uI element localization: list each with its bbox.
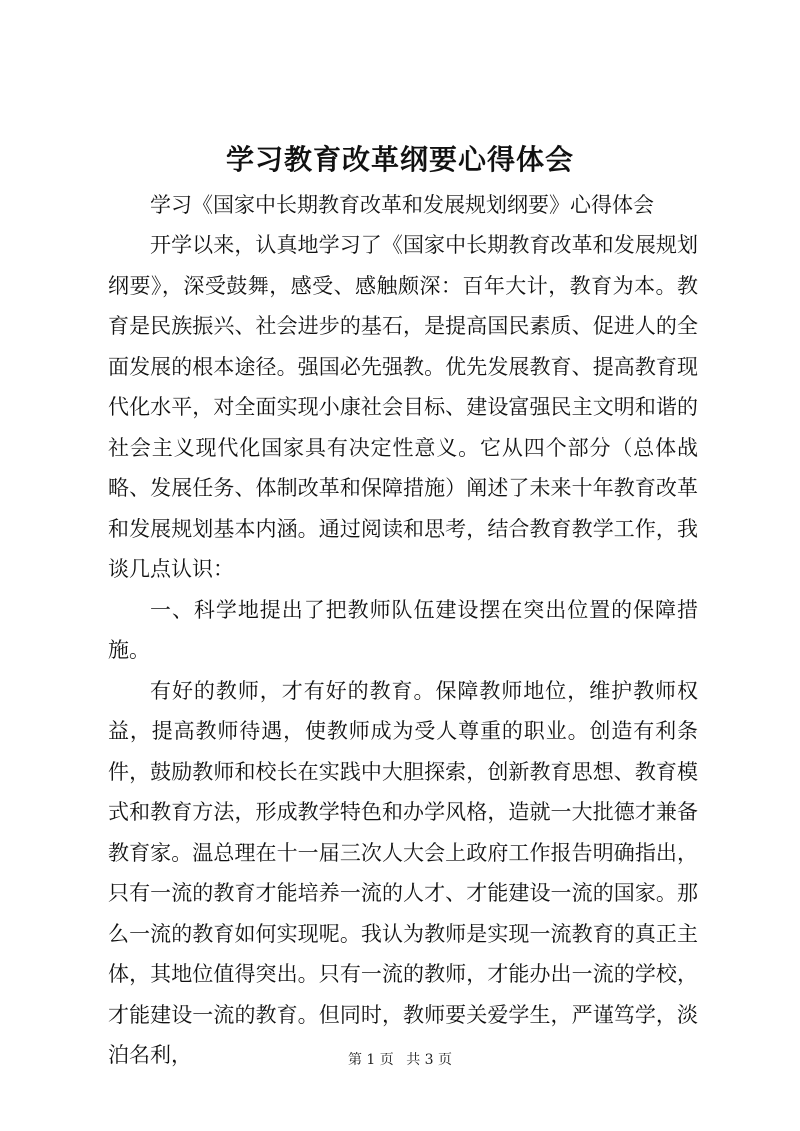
document-body [108, 185, 698, 1076]
paragraph-intro: 开学以来，认真地学习了《国家中长期教育改革和发展规划纲要》，深受鼓舞，感受、感触颇深：百年大计，教育为本。教育是民族振兴、社会进步的基石，是提高国民素质、促进人的全面发展的根本途径。强国必先强教。优先发展教育、提高教育现代化水平，对全面实现小康社会目标、建设富强民主文明和谐的社会主义现代化国家具有决定性意义。它从四个部分（总体战略、发展任务、体制改革和保障措施）阐述了未来十年教育改革和发展规划基本内涵。通过阅读和思考，结合教育教学工作，我谈几点认识： [108, 233, 698, 581]
paragraph-section-heading: 一、科学地提出了把教师队伍建设摆在突出位置的保障措施。 [108, 597, 698, 662]
document-title: 学习教育改革纲要心得体会 [225, 143, 574, 176]
page-footer [0, 1050, 800, 1070]
document-subtitle: 学习《国家中长期教育改革和发展规划纲要》心得体会 [150, 193, 654, 217]
page-total: 共 3 页 [406, 1052, 453, 1068]
page-number: 第 1 页 [347, 1052, 394, 1068]
paragraph-teachers: 有好的教师，才有好的教育。保障教师地位，维护教师权益，提高教师待遇，使教师成为受人尊重的职业。创造有利条件，鼓励教师和校长在实践中大胆探索，创新教育思想、教育模式和教育方法，形成教学特色和办学风格，造就一大批德才兼备教育家。温总理在十一届三次人大会上政府工作报告明确指出，只有一流的教育才能培养一流的人才、才能建设一流的国家。那么一流的教育如何实现呢。我认为教师是实现一流教育的真正主体，其地位值得突出。只有一流的教师，才能办出一流的学校，才能建设一流的教育。但同时，教师要关爱学生，严谨笃学，淡泊名利， [108, 678, 698, 1067]
